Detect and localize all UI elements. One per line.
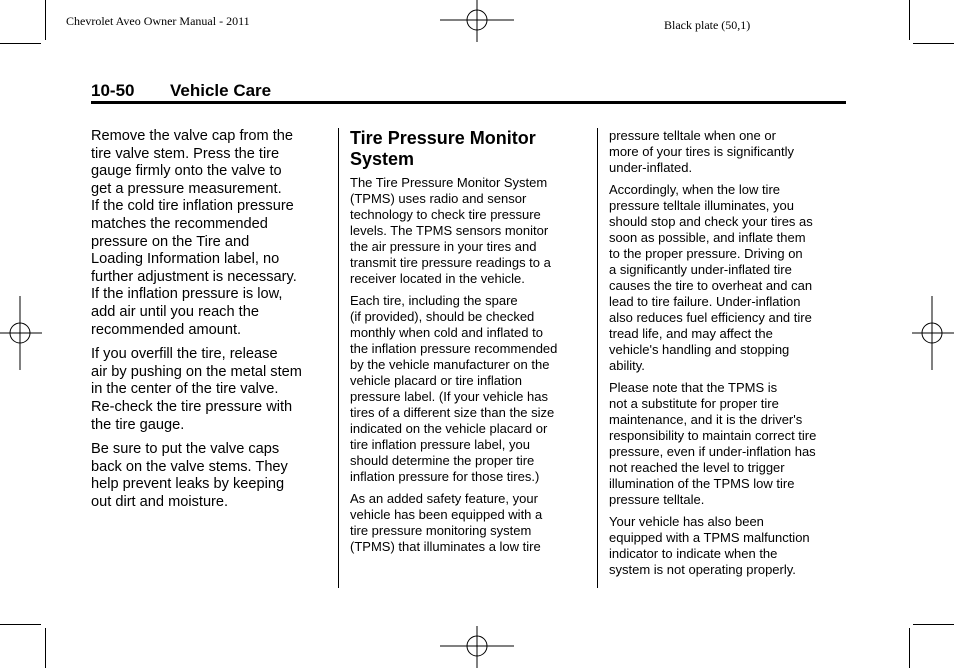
registration-mark-left-icon [0, 296, 42, 370]
crop-mark [45, 628, 46, 668]
column-1 [91, 128, 331, 511]
header-rule [91, 101, 846, 104]
plate-label: Black plate (50,1) [664, 18, 751, 32]
crop-mark [0, 43, 41, 44]
crop-mark [909, 628, 910, 668]
registration-mark-right-icon [912, 296, 954, 370]
crop-mark [913, 624, 954, 625]
paragraph: Each tire, including the spare (if provided), should be checked monthly when cold and inflated to the inflation pressure recommended by the vehicle manufacturer on the vehicle placard or tire inflation pressure label. (If your vehicle has tires of a different size than the size indicated on the vehicle placard or tire inflation pressure label, you should determine the proper tire inflation pressure for those tires.) [350, 293, 558, 484]
crop-mark [909, 0, 910, 40]
page-number: 10-50 [91, 81, 135, 100]
paragraph: Please note that the TPMS is not a substitute for proper tire maintenance, and it is the driver's responsibility to maintain correct tire pressure, even if under-inflation has not reached the level to trigger illumination of the TPMS low tire pressure telltale. [609, 380, 817, 507]
column-divider [338, 128, 339, 588]
column-divider [597, 128, 598, 588]
subsection-heading: Tire Pressure Monitor System [350, 128, 536, 169]
registration-mark-bottom-icon [440, 626, 514, 668]
paragraph: Be sure to put the valve caps back on the valve stems. They help prevent leaks by keeping out dirt and moisture. [91, 441, 288, 510]
paragraph: As an added safety feature, your vehicle has been equipped with a tire pressure monitoring system (TPMS) that illuminates a low tire [350, 491, 543, 554]
column-2 [350, 128, 586, 561]
paragraph: Your vehicle has also been equipped with a TPMS malfunction indicator to indicate when the system is not operating properly. [609, 514, 810, 577]
registration-mark-top-icon [440, 0, 514, 42]
column-3 [609, 128, 845, 584]
manual-title: Chevrolet Aveo Owner Manual - 2011 [66, 14, 250, 28]
crop-mark [45, 0, 46, 40]
section-title: Vehicle Care [170, 81, 272, 100]
paragraph: If you overfill the tire, release air by pushing on the metal stem in the center of the tire valve. Re-check the tire pressure with the tire gauge. [91, 346, 302, 433]
crop-mark [913, 43, 954, 44]
paragraph: Remove the valve cap from the tire valve stem. Press the tire gauge firmly onto the valve to get a pressure measurement. If the cold tire inflation pressure matches the recommended pressure on the Tire and Loading Information label, no further adjustment is necessary. If the inflation pressure is low, add air until you reach the recommended amount. [91, 128, 297, 338]
crop-mark [0, 624, 41, 625]
paragraph: Accordingly, when the low tire pressure telltale illuminates, you should stop and check your tires as soon as possible, and inflate them to the proper pressure. Driving on a significantly under-inflated tire causes the tire to overheat and can lead to tire failure. Under-inflation also reduces fuel efficiency and tire tread life, and may affect the vehicle's handling and stopping ability. [609, 182, 813, 373]
paragraph: pressure telltale when one or more of your tires is significantly under-inflated. [609, 128, 794, 175]
paragraph: The Tire Pressure Monitor System (TPMS) uses radio and sensor technology to check tire pressure levels. The TPMS sensors monitor the air pressure in your tires and transmit tire pressure readings to a receiver located in the vehicle. [350, 175, 551, 286]
